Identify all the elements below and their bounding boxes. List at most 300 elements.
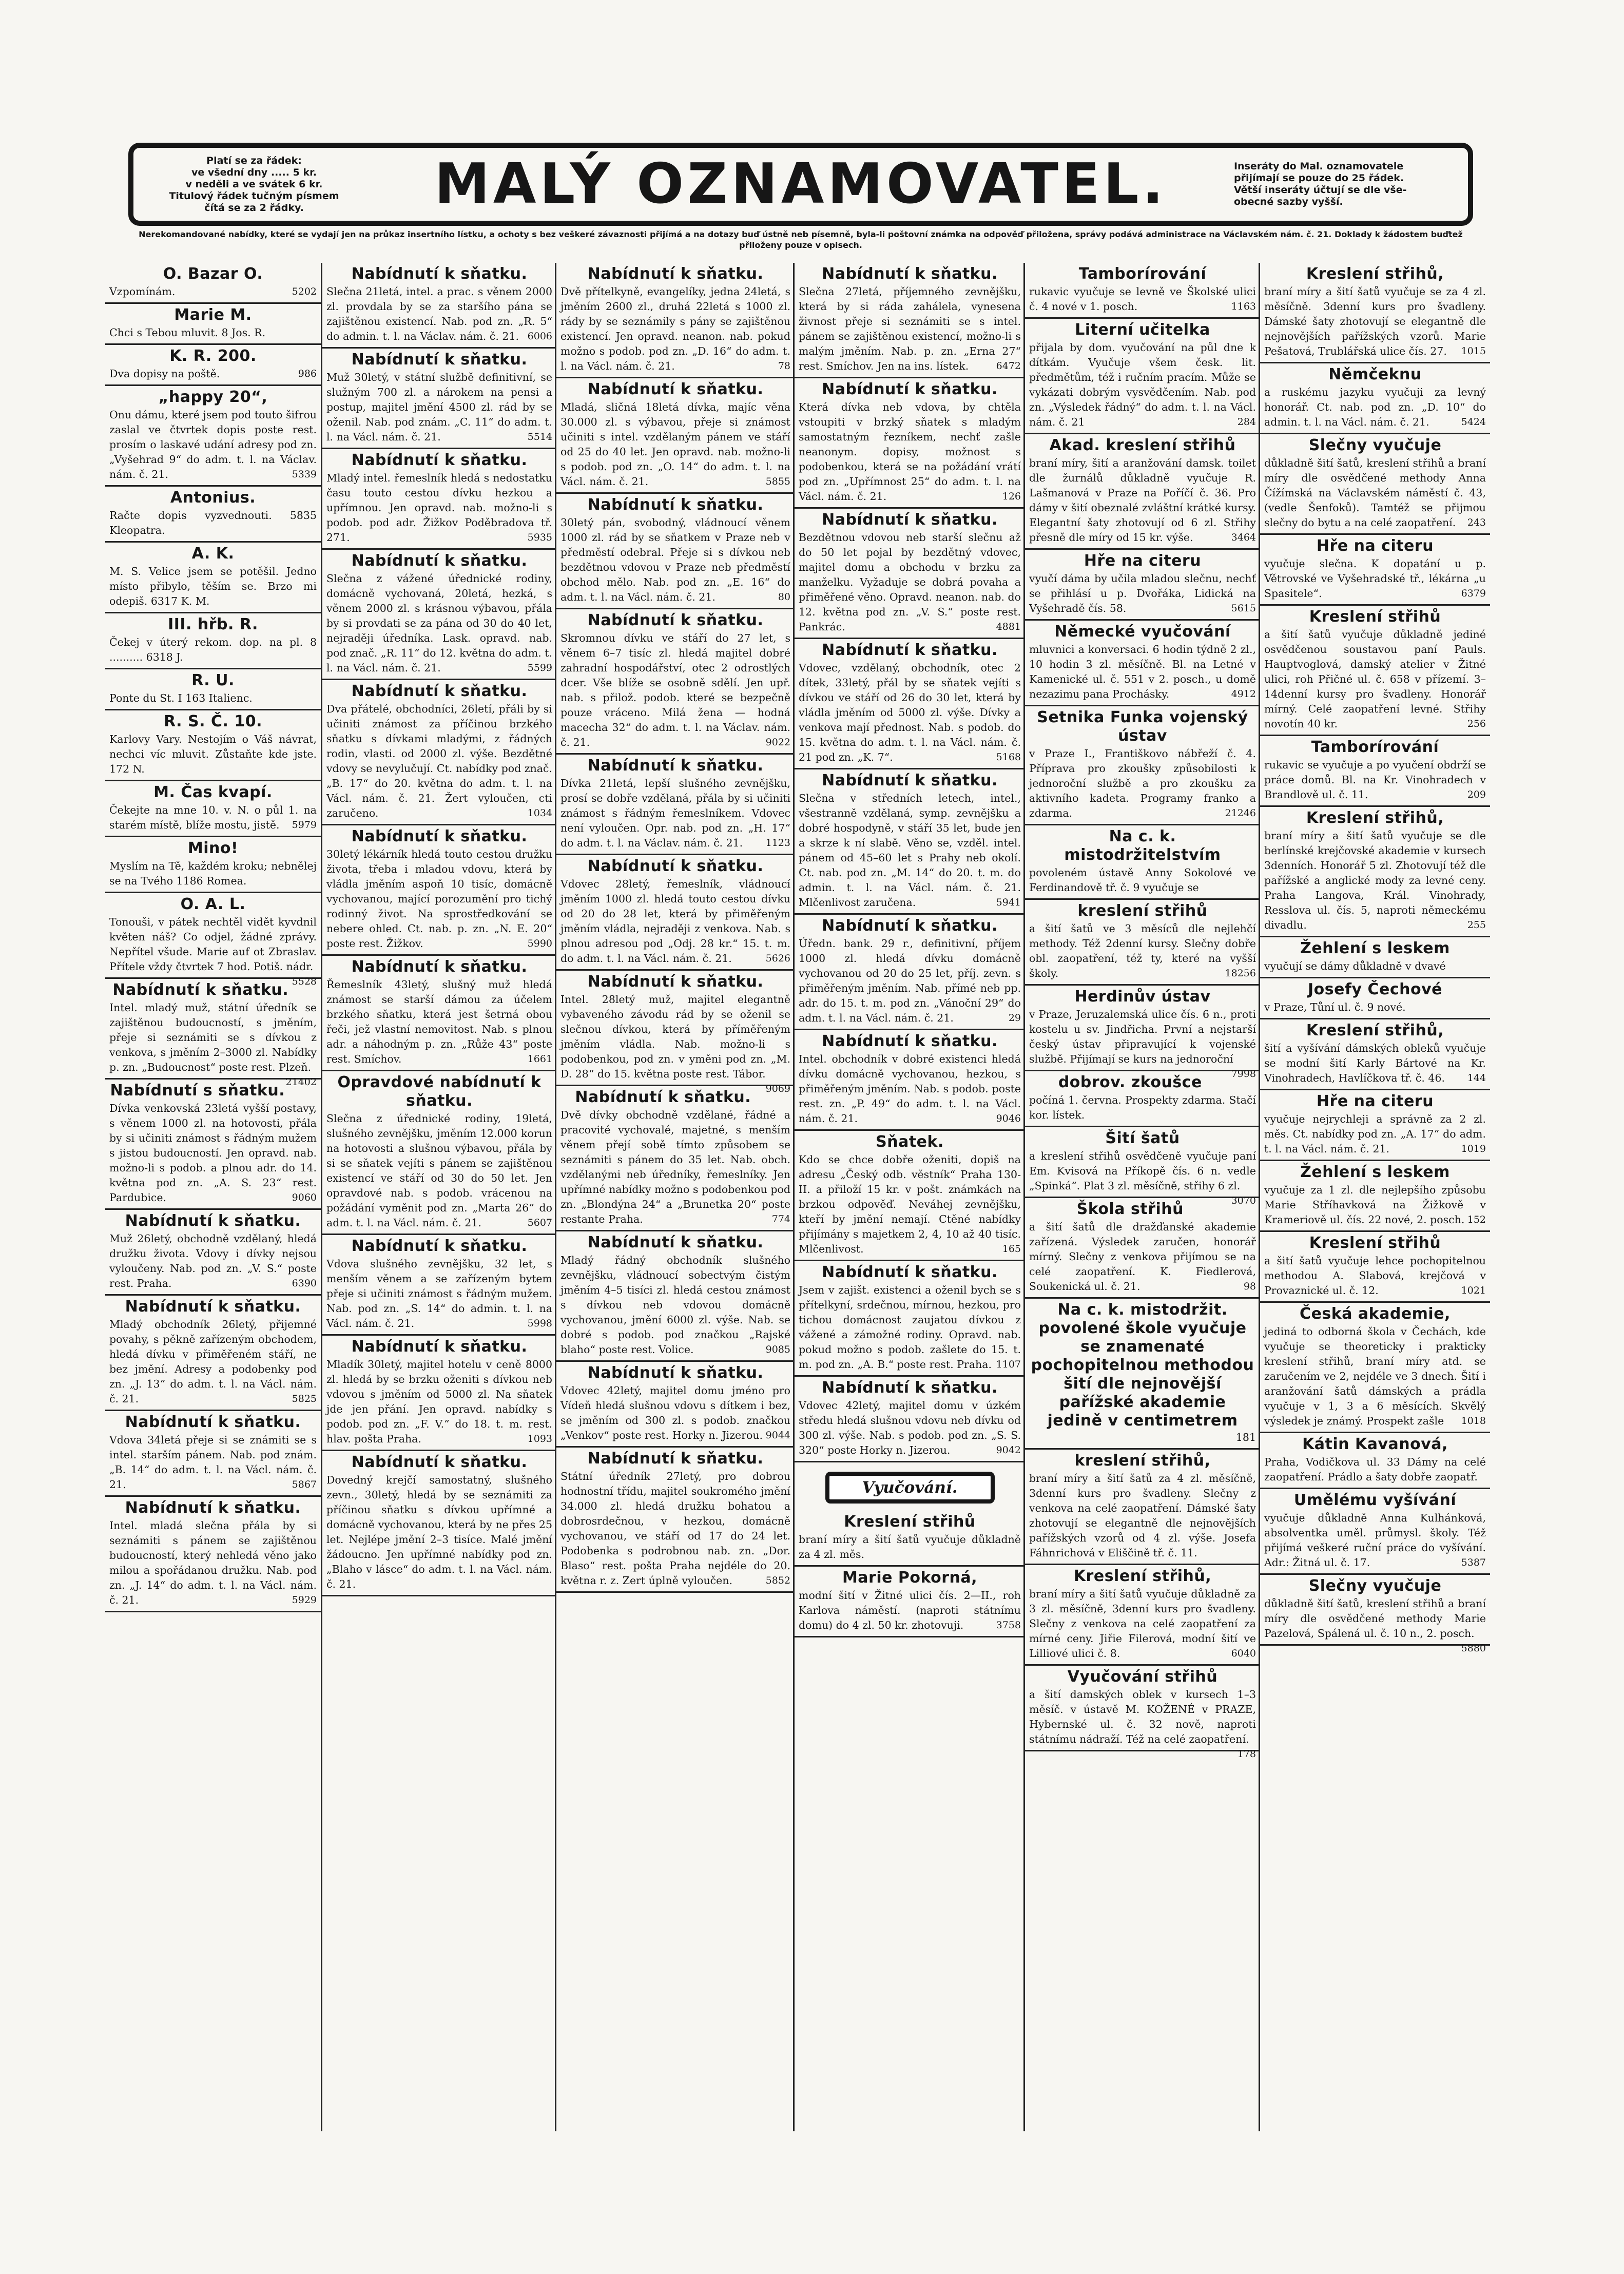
ad-number: 9060 xyxy=(292,1192,317,1203)
ad-heading: Nabídnutí k sňatku. xyxy=(822,917,998,935)
ad-heading: Nabídnutí k sňatku. xyxy=(125,1499,301,1517)
ad-text: Slečna v středních letech, intel., všestranně vzdělaná, symp. zevnějšku a dobré hospodyně, v stáří 35 let, bude jen a skrze k ní slabě. Věno se, vzděl. intel. pánem od 45–60 let s Prahy neb okolí. Ct. nab. pod zn. „M. 14“ do 20. t. m. do admin. t. l. na Václ. nám. č. 21. Mlčenlivost zaručena. xyxy=(799,792,1021,909)
ad-heading: O. Bazar O. xyxy=(163,265,263,283)
rates-line: Platí se za řádek: xyxy=(206,155,302,166)
ad-number: 3758 xyxy=(996,1620,1021,1631)
classified-ad xyxy=(1260,1303,1490,1433)
ad-heading: Nabídnutí k sňatku. xyxy=(351,827,528,845)
ad-body xyxy=(799,1532,1021,1562)
ad-body xyxy=(1264,1041,1486,1086)
ad-number: 5607 xyxy=(527,1217,552,1228)
ad-body xyxy=(560,400,790,489)
ad-text: Tonouši, v pátek nechtěl vidět kyvdnil květen náš? Co odjel, žádné zprávy. Nepřítel všude. Marie auf ot Zbraslav. Přítele vždy čtvrtek 7 hod. Potiš. nádr. xyxy=(109,916,317,973)
ad-heading: Nabídnutí k sňatku. xyxy=(351,265,528,283)
ad-number: 5168 xyxy=(996,751,1021,763)
ad-number: 9085 xyxy=(765,1344,790,1355)
ad-text: braní míry a šití šatů za 4 zl. měsíčně, 3denní kurs pro švadleny. Slečny z venkova na celé zaopatření. Dámské šaty zhotovují se elegantně dle nejnovějších pařížských vzorů od 4 zl. výše. Josefa Fáhnrichová v Eliščině tř. č. 11. xyxy=(1029,1472,1256,1559)
ad-heading: Na c. k. mistodržit. povolené škole vyučuje se znamenaté pochopitelnou methodou šití dle nejnovější pařížské akademie jedině v centimetrem xyxy=(1031,1301,1254,1430)
classified-ad xyxy=(1025,1565,1260,1666)
ad-body xyxy=(326,1357,552,1447)
classified-ad xyxy=(322,1336,556,1451)
ad-text: Vdovec, vzdělaný, obchodník, otec 2 dítek, 33letý, přál by se sňatek vejíti s dívkou ve stáří od 26 do 30 let, která by vládla jměním od 5000 zl. výše. Dívky a venkova mají přednost. Nab. s podob. do 15. května do adm. t. l. na Václ. nám. č. 21 pod zn. „K. 7“. xyxy=(799,662,1021,763)
ad-body xyxy=(799,661,1021,765)
ad-heading: Kreslení střihů xyxy=(1309,1234,1441,1252)
ad-text: Čekej v úterý rekom. dop. na pl. 8 .......... 6318 J. xyxy=(109,636,317,663)
ad-number: 1123 xyxy=(765,837,790,849)
classified-ad xyxy=(105,837,321,893)
ad-body xyxy=(799,791,1021,910)
ad-number: 4912 xyxy=(1231,688,1256,700)
ad-body xyxy=(799,1152,1021,1257)
ad-text: rukavic vyučuje se levně ve Školské ulici č. 4 nové v 1. posch. xyxy=(1029,285,1256,313)
ad-number: 1021 xyxy=(1461,1285,1486,1296)
classified-ad xyxy=(1025,1071,1260,1127)
ad-number: 18256 xyxy=(1225,968,1256,979)
ad-number: 80 xyxy=(778,591,790,603)
ad-heading: Slečny vyučuje xyxy=(1308,1577,1442,1595)
ad-heading: Umělému vyšívání xyxy=(1293,1491,1457,1509)
ad-heading: Nabídnutí k sňatku. xyxy=(125,1413,301,1431)
ad-body xyxy=(1029,1471,1256,1560)
ad-heading: kreslení střihů xyxy=(1077,902,1208,920)
classified-ad xyxy=(795,263,1025,378)
ad-body xyxy=(1264,1324,1486,1429)
ad-heading: Hře na citeru xyxy=(1316,1092,1434,1110)
ad-text: šití a vyšívání dámských obleků vyučuje se modní šití Karly Bártové na Kr. Vinohradech, Havlíčkova tř. č. 46. xyxy=(1264,1042,1486,1084)
ad-text: Vzpomínám. xyxy=(109,285,176,298)
ad-heading: Nabídnutí k sňatku. xyxy=(351,552,528,570)
classified-ad xyxy=(322,449,556,550)
ad-number: 1015 xyxy=(1461,345,1486,357)
ad-body xyxy=(1029,865,1256,895)
ad-heading: Nabídnutí k sňatku. xyxy=(351,1237,528,1255)
ad-text: povoleném ústavě Anny Sokolové ve Ferdinandově tř. č. 9 vyučuje se xyxy=(1029,866,1256,894)
ad-number: 5626 xyxy=(765,953,790,964)
ad-text: 30letý lékárník hledá touto cestou družku života, třeba i mladou vdovu, která by vládla jměním aspoň 10 tisíc, domácně vychovanou, mající porozumění pro tichý rodinný život. Na sprostředkování se nebere ohled. Ct. nab. p. zn. „N. E. 20“ poste rest. Žižkov. xyxy=(326,848,552,950)
ad-number: 9046 xyxy=(996,1113,1021,1124)
ad-body xyxy=(1264,456,1486,530)
ad-text: Státní úředník 27letý, pro dobrou hodnostní třídu, majitel soukromého jmění 34.000 zl. hledá družku bohatou a dobrosrdečnou, v hezkou, domácně vychovanou, ve stáří od 17 do 24 let. Podobenka s podrobnou nab. zn. „Dor. Blaso“ rest. pošta Praha nejdéle do 20. května r. z. Zert úplně vyloučen. xyxy=(560,1470,790,1587)
ad-heading: Nabídnutí s sňatku. xyxy=(110,1082,285,1100)
ad-heading: Škola střihů xyxy=(1076,1200,1184,1218)
ad-text: vyučuje za 1 zl. dle nejlepšího způsobu Marie Stříhavková na Žižkově v Krameriově ul. čís. 22 nové, 2. posch. xyxy=(1264,1184,1486,1226)
ad-text: Vdova slušného zevnějšku, 32 let, s menším věnem a se zařízeným bytem přeje si učiniti známost s řádným mužem. Nab. pod zn. „S. 14“ do admin. t. l. na Václ. nám. č. 21. xyxy=(326,1258,552,1329)
classified-ad xyxy=(1260,263,1490,363)
ad-text: důkladně šití šatů, kreslení střihů a braní míry dle osvědčené methody Anna Čížímská na Václavském náměstí č. 43, (vedle Šenfoků). Tamtéž se přijmou slečny do bytu a na celé zaopatření. xyxy=(1264,457,1486,529)
ad-body xyxy=(326,1111,552,1230)
ad-text: vyučují se dámy důkladně v dvavé xyxy=(1264,960,1446,972)
ad-number: 3070 xyxy=(1231,1195,1256,1206)
classified-ad xyxy=(1260,1232,1490,1303)
classified-ad xyxy=(1025,319,1260,434)
classified-ad xyxy=(105,781,321,837)
ad-text: vyučuje slečna. K dopatání u p. Větrovské ve Vyšehradské tř., lékárna „u Spasitele“. xyxy=(1264,557,1486,600)
classified-ad xyxy=(795,1030,1025,1131)
ad-body xyxy=(1264,1254,1486,1298)
ad-heading: Nabídnutí k sňatku. xyxy=(587,1450,764,1468)
ad-body xyxy=(1029,1149,1256,1206)
classified-ad xyxy=(105,1497,321,1612)
ad-number: 5990 xyxy=(527,938,552,949)
ad-heading: Nabídnutí k sňatku. xyxy=(351,451,528,469)
ad-text: Dívka venkovská 23letá vyšší postavy, s věnem 1000 zl. na hotovosti, přála by si učiniti známost s řádným mužem s jistou budoucností. Jen opravd. nab. možno-li s podob. a plnou adr. do 14. května pod zn. „A. S. 23“ rest. Pardubice. xyxy=(109,1102,317,1204)
ad-number: 98 xyxy=(1243,1281,1256,1292)
classified-ad xyxy=(556,971,795,1094)
ad-text: Slečna 27letá, příjemného zevnějšku, která by si ráda zahálela, vynesena živnost přeje si seznámiti se s intel. pánem se zajištěnou existencí, možno-li s malým jměním. Nab. p. zn. „Erna 27“ rest. Smíchov. Jen na ins. lístek. xyxy=(799,285,1021,372)
classified-ad xyxy=(105,1210,321,1296)
classified-ad xyxy=(556,1362,795,1448)
ad-heading: Nabídnutí k sňatku. xyxy=(587,611,764,629)
ad-text: 30letý pán, svobodný, vládnoucí věnem 1000 zl. rád by se sňatkem v Praze neb v předměstí odebral. Přeje si s dívkou neb bezdětnou vdovou v Praze neb předměstí obchod mělo. Nab. pod zn. „E. 16“ do adm. t. l. na Václ. nám. č. 21. xyxy=(560,516,790,603)
ad-body xyxy=(1264,284,1486,359)
ad-number: 21246 xyxy=(1225,807,1256,819)
ad-heading: Nabídnutí k sňatku. xyxy=(351,1338,528,1356)
ad-heading: Nabídnutí k sňatku. xyxy=(822,1379,998,1397)
ad-text: a šití šatů vyučuje lehce pochopitelnou methodou A. Slabová, krejčová v Provaznické ul. č. 12. xyxy=(1264,1255,1486,1297)
ad-text: a šití šatů dle dražďanské akademie zařízená. Výsledek zaručen, honorář mírný. Slečny z venkova přijímou se na celé zaopatření. K. Fiedlerová, Soukenická ul. č. 21. xyxy=(1029,1221,1256,1293)
classified-ad xyxy=(322,349,556,449)
ad-number: 7998 xyxy=(1231,1068,1256,1080)
ad-text: Úředn. bank. 29 r., definitivní, příjem 1000 zl. hledá dívku domácně vychovanou od 20 do 25 let, příj. zevn. s přiměřeným jměním. Nab. přímé neb pp. adr. do 15. t. m. pod zn. „Vánoční 29“ do adm. t. l. na Václ. nám. č. 21. xyxy=(799,937,1021,1024)
ad-heading: Nabídnutí k sňatku. xyxy=(351,958,528,976)
ad-text: a šití šatů vyučuje důkladně jediné osvědčenou soustavou paní Pauls. Hauptvoglová, damský atelier v Žitné ulici, roh Přičné ul. č. 658 v přízemí. 3–14denní kursy pro švadleny. Honorář mírný. Celé zaopatření levné. Střihy novotín 40 kr. xyxy=(1264,628,1486,730)
ad-body xyxy=(1029,1007,1256,1080)
ad-body xyxy=(799,530,1021,634)
classified-ad xyxy=(795,1261,1025,1377)
ad-body xyxy=(1264,385,1486,430)
ad-text: Bezdětnou vdovou neb starší slečnu až do 50 let pojal by bezdětný vdovec, majitel domu a obchodu v brzku za manželku. Vyžaduje se dobrá povaha a přiměřené věno. Opravd. neanon. nab. do 12. května pod zn. „V. S.“ poste rest. Pankrác. xyxy=(799,531,1021,633)
classified-ad xyxy=(105,345,321,386)
ad-body xyxy=(1029,456,1256,545)
ad-text: Vdovec 42letý, majitel domu jméno pro Vídeň hledá slušnou vdovu s dítkem i bez, se jměním od 300 zl. s podob. značkou „Venkov“ poste rest. Horky n. Jizerou. xyxy=(560,1384,790,1441)
ad-heading: Nabídnutí k sňatku. xyxy=(587,757,764,775)
ad-text: Dvě přítelkyně, evangelíky, jedna 24letá, s jměním 2600 zl., druhá 22letá s 1000 zl. rády by se seznámily s pány se zajištěnou existencí. Jen opravd. neanon. nab. pokud možno s podob. pod zn. „D. 16“ do adm. t. l. na Václ. nám. č. 21. xyxy=(560,285,790,372)
ad-text: braní míry a šití šatů vyučuje důkladně za 4 zl. měs. xyxy=(799,1533,1021,1560)
ad-number: 9042 xyxy=(996,1444,1021,1456)
classified-ad xyxy=(105,613,321,669)
ad-text: Dva dopisy na poště. xyxy=(109,368,220,380)
ad-body xyxy=(799,400,1021,504)
ad-body xyxy=(1029,284,1256,314)
ad-heading: Marie M. xyxy=(174,306,252,324)
ad-heading: Nabídnutí k sňatku. xyxy=(822,265,998,283)
ad-body xyxy=(326,1473,552,1592)
terms-box xyxy=(1227,161,1468,208)
ad-body xyxy=(1029,340,1256,430)
ad-text: důkladně šití šatů, kreslení střihů a braní míry dle osvědčené methody Marie Pazelová, Spálená ul. č. 10 n., 2. posch. xyxy=(1264,1597,1486,1640)
ad-body xyxy=(109,325,317,340)
classified-ad xyxy=(556,1231,795,1362)
classified-ad xyxy=(1025,1450,1260,1565)
classified-ad xyxy=(105,893,321,987)
ad-number: 1107 xyxy=(996,1359,1021,1370)
classified-ad xyxy=(105,487,321,543)
ad-number: 5880 xyxy=(1461,1643,1486,1654)
ad-number: 5998 xyxy=(527,1318,552,1329)
ad-number: 1093 xyxy=(527,1433,552,1444)
ad-heading: Nabídnutí k sňatku. xyxy=(587,1234,764,1251)
ad-text: vyučuje nejrychleji a správně za 2 zl. měs. Ct. nabídky pod zn. „A. 17“ do adm. t. l. na Václ. nám. č. 21. xyxy=(1264,1113,1486,1155)
classified-ad xyxy=(1025,1299,1260,1450)
ad-text: Karlovy Vary. Nestojím o Váš návrat, nechci víc mluvit. Zůstaňte kde jste. 172 N. xyxy=(109,733,317,775)
classified-ad xyxy=(1260,736,1490,807)
ad-body xyxy=(326,977,552,1067)
ad-body xyxy=(799,936,1021,1026)
ad-heading: Nabídnutí k sňatku. xyxy=(587,265,764,283)
ad-text: Která dívka neb vdova, by chtěla vstoupiti v brzký sňatek s mladým samostatným řezníkem, nechť zašle neanonym. dopisy, možnost s podobenkou, která se na požádání vrátí pod zn. „Upřímnost 25“ do adm. t. l. na Václ. nám. č. 21. xyxy=(799,401,1021,503)
classified-ad xyxy=(105,386,321,487)
ad-heading: Nabídnutí k sňatku. xyxy=(125,1298,301,1316)
ad-text: jediná to odborná škola v Čechách, kde vyučuje se theoreticky i prakticky kreslení střihů, braní míry atd. se zaručením ve 2, nejdéle ve 3 dnech. Šití i aranžování šatů dámských a prádla vyučuje v 1, 3 a 6 měsících. Skvělý výsledek je známý. Prospekt zašle xyxy=(1264,1325,1486,1427)
ad-heading: Kreslení střihů, xyxy=(1306,265,1444,283)
masthead xyxy=(128,143,1473,226)
classified-ad xyxy=(1260,434,1490,535)
classified-ad xyxy=(1260,535,1490,606)
ad-text: Intel. mladá slečna přála by si seznámiti s pánem se zajištěnou budoucností, který nehledá věno jako milou a spořádanou družku. Nab. pod zn. „J. 14“ do adm. t. l. na Václ. nám. č. 21. xyxy=(109,1519,317,1606)
ad-heading: Žehlení s leskem xyxy=(1300,939,1450,957)
ad-heading: M. Čas kvapí. xyxy=(153,783,273,801)
classified-ad xyxy=(795,1567,1025,1637)
classified-ad xyxy=(556,609,795,755)
ad-number: 126 xyxy=(1002,491,1021,502)
ad-body xyxy=(326,284,552,344)
ad-text: Mladá, sličná 18letá dívka, majíc věna 30.000 zl. s výbavou, přeje si známost učiniti s intel. vzdělaným pánem ve stáří od 25 do 40 let. Jen opravd. nab. možno-li s podob. pod zn. „O. 14“ do adm. t. l. na Václ. nám. č. 21. xyxy=(560,401,790,488)
ad-heading: Opravdové nabídnutí k sňatku. xyxy=(337,1073,542,1110)
classified-ad xyxy=(322,550,556,680)
ad-text: Muž 30letý, v státní službě definitivní, se služným 700 zl. a nárokem na pensi a postup, majitel jmění 4500 zl. rád by se oženil. Nab. pod znám. „C. 11“ do adm. t. l. na Václ. nám. č. 21. xyxy=(326,371,552,443)
classified-ad xyxy=(322,680,556,825)
ad-heading: Akad. kreslení střihů xyxy=(1049,436,1236,454)
ad-number: 3464 xyxy=(1231,532,1256,543)
ad-body xyxy=(1029,746,1256,821)
ad-number: 1163 xyxy=(1231,301,1256,312)
ad-heading: Kreslení střihů, xyxy=(1073,1567,1212,1585)
ad-text: Vdovec 42letý, majitel domu v úzkém středu hledá slušnou vdovu neb dívku od 300 zl. výše. Nab. s podob. pod zn. „S. S. 320“ poste Horky n. Jizerou. xyxy=(799,1399,1021,1456)
ad-body xyxy=(109,859,317,889)
ad-text: Mladík 30letý, majitel hotelu v ceně 8000 zl. hledá by se brzku oženiti s dívkou neb vdovou s jměním od 5000 zl. Na sňatek jde jen přání. Jen opravd. nabídky s podob. pod zn. „F. V.“ do 18. t. m. rest. hlav. pošta Praha. xyxy=(326,1358,552,1445)
ad-heading: Kreslení střihů xyxy=(844,1513,976,1531)
ad-heading: Nabídnutí k sňatku. xyxy=(822,1032,998,1050)
classified-ad xyxy=(1260,363,1490,434)
ad-heading: A. K. xyxy=(191,545,235,563)
classified-ad xyxy=(105,1080,321,1210)
ad-text: mluvnici a konversaci. 6 hodin týdně 2 zl., 10 hodin 3 zl. měsíčně. Bl. na Letné v Kamenické ul. č. 551 v 2. posch., u domě nezazimu pana Prochásky. xyxy=(1029,643,1256,700)
ad-text: Čekejte na mne 10. v. N. o půl 1. na starém místě, blíže mostu, jistě. xyxy=(109,804,317,831)
ad-text: Dvě dívky obchodně vzdělané, řádné a pracovité vychovalé, majetné, s menším věnem přejí sobě tímto způsobem se seznámiti s pánem do 35 let. Nab. obch. vzdělanými neb úředníky, řemeslníky. Jen upřímné nabídky možno s podobenkou pod zn. „Blondýna 24“ a „Brunetka 20“ poste restante Praha. xyxy=(560,1109,790,1225)
ad-text: Dívka 21letá, lepší slušného zevnějšku, prosí se dobře vzdělaná, přála by si učiniti známost s řádným řemeslníkem. Vdovec není vyloučen. Opr. nab. pod zn. „H. 17“ do adm. t. l. na Václav. nám. č. 21. xyxy=(560,777,790,849)
ad-body xyxy=(1264,627,1486,731)
classified-ad xyxy=(795,915,1025,1030)
ad-heading: Kátin Kavanová, xyxy=(1302,1435,1448,1453)
classified-ad xyxy=(1025,825,1260,900)
ad-body xyxy=(560,1253,790,1357)
ad-body xyxy=(1264,1000,1486,1015)
ad-body xyxy=(1029,1587,1256,1661)
classified-ad xyxy=(1025,434,1260,550)
ad-heading: Tamborírování xyxy=(1078,265,1207,283)
ad-heading: Kreslení střihů, xyxy=(1306,809,1444,827)
classified-ad xyxy=(556,1086,795,1231)
ad-body xyxy=(1264,1511,1486,1570)
ad-body xyxy=(109,1518,317,1608)
ad-text: Mladý intel. řemeslník hledá s nedostatku času touto cestou dívku hezkou a upřímnou. Jen opravd. nab. možno-li s podob. pod adr. Žižkov Poděbradova tř. 271. xyxy=(326,472,552,544)
ad-number: 5852 xyxy=(765,1575,790,1586)
ad-number: 284 xyxy=(1237,416,1256,428)
terms-line: Větší inseráty účtují se dle vše- xyxy=(1233,184,1407,196)
ad-heading: Nabídnutí k sňatku. xyxy=(587,1364,764,1382)
ad-text: Řemeslník 43letý, slušný muž hledá známost se starší dámou za účelem brzkého sňatku, která jest šetrná obou řeči, jež vlastní nemovitost. Nab. s plnou adr. a náhodným p. zn. „Růže 43“ poste rest. Smíchov. xyxy=(326,978,552,1065)
ad-text: v Praze, Tůní ul. č. 9 nové. xyxy=(1264,1001,1406,1013)
ad-number: 5424 xyxy=(1461,416,1486,428)
ad-body xyxy=(326,847,552,951)
ad-body xyxy=(1264,828,1486,933)
ad-number: 6006 xyxy=(527,331,552,342)
ad-body xyxy=(109,1317,317,1406)
classified-ad xyxy=(556,1448,795,1593)
ad-text: Mladý řádný obchodník slušného zevnějšku, vládnoucí sobectvým čistým jměním 4–5 tisíci zl. hledá cestou známost s dívkou neb vdovou domácně vychovanou, jmění 6000 zl. výše. Nab. se dobré s podob. pod značkou „Rajské blaho“ poste rest. Volice. xyxy=(560,1254,790,1356)
classified-ad xyxy=(1025,706,1260,825)
ad-body xyxy=(560,1469,790,1588)
ad-number: 5825 xyxy=(292,1393,317,1404)
ad-heading: Nabídnutí k sňatku. xyxy=(822,772,998,789)
ad-text: a šití šatů ve 3 měsíců dle nejlehčí methody. Též 2denní kursy. Slečny dobře obl. zaopatření, též ty, které na vyšší školy. xyxy=(1029,922,1256,979)
ad-heading: Tamborírování xyxy=(1311,738,1439,756)
ad-number: 256 xyxy=(1467,718,1486,729)
classified-ad xyxy=(1025,550,1260,621)
ad-text: a kreslení střihů osvědčeně vyučuje paní Em. Kvisová na Příkopě čís. 6 n. vedle „Spinká“. Plat 3 zl. měsíčně, střihy 6 zl. xyxy=(1029,1150,1256,1192)
classified-ad xyxy=(105,1296,321,1411)
ad-body xyxy=(799,1588,1021,1633)
classified-ad xyxy=(1025,900,1260,986)
classified-ad xyxy=(556,494,795,609)
ad-text: braní míry, šití a aranžování damsk. toilet dle žurnálů důkladně vyučuje R. Lašmanová v Praze na Poříčí č. 36. Pro dámy v šití obeznalé zvláštní krátké kursy. Elegantní šaty zhotovují od 6 zl. Střihy přesně dle míry od 15 kr. výše. xyxy=(1029,457,1256,544)
ad-body xyxy=(1264,1596,1486,1654)
ad-body xyxy=(1264,1183,1486,1227)
ad-heading: Nabídnutí k sňatku. xyxy=(125,1212,301,1230)
ad-text: Intel. obchodník v dobré existenci hledá dívku domácně vychovanou, hezkou, s přiměřeným jměním. Nab. s podob. poste rest. zn. „P. 49“ do adm. t. l. na Václ. nám. č. 21. xyxy=(799,1053,1021,1125)
ad-body xyxy=(109,803,317,833)
ad-body xyxy=(1264,959,1486,974)
ad-heading: Česká akademie, xyxy=(1300,1305,1451,1323)
ad-heading: Nabídnutí k sňatku. xyxy=(351,1453,528,1471)
classified-ad xyxy=(322,1451,556,1596)
classified-ad xyxy=(1025,1666,1260,1760)
classified-ad xyxy=(795,769,1025,915)
ad-heading: Nabídnutí k sňatku. xyxy=(822,380,998,398)
ad-body xyxy=(326,1257,552,1331)
classified-ad xyxy=(1260,937,1490,978)
ad-body xyxy=(1029,921,1256,981)
ad-body xyxy=(109,1433,317,1492)
ad-body xyxy=(109,408,317,482)
ad-body xyxy=(1264,758,1486,802)
ad-number: 6390 xyxy=(292,1278,317,1289)
classified-ad xyxy=(795,1511,1025,1567)
ad-number: 152 xyxy=(1467,1214,1486,1225)
ad-number: 5979 xyxy=(292,819,317,831)
ad-number: 5599 xyxy=(527,662,552,673)
ad-heading: Mino! xyxy=(187,839,239,857)
ad-text: braní míry a šití šatů vyučuje důkladně za 3 zl. měsíčně, 3denní kurs pro švadleny. Slečny z venkova na celé zaopatření za mírné ceny. Jiřie Filerová, modní šití ve Lilliové ulici č. 8. xyxy=(1029,1588,1256,1660)
ad-number: 29 xyxy=(1008,1012,1021,1024)
ad-text: Vdova 34letá přeje si se známiti se s intel. starším pánem. Nab. pod znám. „B. 14“ do adm. t. l. na Václ. nám. č. 21. xyxy=(109,1434,317,1491)
ad-number: 181 xyxy=(1235,1431,1256,1443)
page-title: MALÝ OZNAMOVATEL. xyxy=(434,152,1167,216)
classified-ad xyxy=(105,979,321,1088)
ad-text: a ruskému jazyku vyučuji za levný honorář. Ct. nab. pod zn. „D. 10“ do admin. t. l. na Václ. nám. č. 21. xyxy=(1264,386,1486,428)
ad-heading: Nabídnutí k sňatku. xyxy=(587,857,764,875)
ad-number: 178 xyxy=(1237,1748,1256,1760)
ad-heading: Němčeknu xyxy=(1328,365,1422,383)
ad-number: 144 xyxy=(1467,1072,1486,1084)
ad-text: Vdovec 28letý, řemeslník, vládnoucí jměním 1000 zl. hledá touto cestou dívku od 20 do 28 let, která by přiměřeným jměním vládla, nejraději z venkova. Nab. s plnou adresou pod „Odj. 28 kr.“ 15. t. m. do adm. t. l. na Václ. nám. č. 21. xyxy=(560,878,790,965)
column-1 xyxy=(105,263,321,2131)
ad-number: 1661 xyxy=(527,1053,552,1065)
ad-text: Muž 26letý, obchodně vzdělaný, hledá družku života. Vdovy i dívky nejsou vyloučeny. Nab. pod zn. „V. S.“ poste rest. Praha. xyxy=(109,1232,317,1289)
ad-text: Kdo se chce dobře oženiti, dopiš na adresu „Český odb. věstník“ Praha 130-II. a přiloží 15 kr. v pošt. známkách na brzkou odpověď. Neváhej zevnějšku, kteří by jmění nemají. Ctěné nabídky přijímány s majetkem 2, 4, 10 až 40 tisíc. Mlčenlivost. xyxy=(799,1153,1021,1255)
ad-number: 1019 xyxy=(1461,1143,1486,1154)
ad-number: 209 xyxy=(1467,789,1486,800)
ad-heading: Šití šatů xyxy=(1105,1129,1180,1147)
ad-heading: Kreslení střihů xyxy=(1309,608,1441,626)
ad-body xyxy=(1264,1112,1486,1157)
column-6 xyxy=(1259,263,1490,2131)
ad-body xyxy=(1264,556,1486,601)
ad-body xyxy=(109,284,317,299)
ad-number: 986 xyxy=(298,368,317,379)
ad-text: v Praze I., Františkovo nábřeží č. 4. Příprava pro zkoušky způsobilosti k jednoroční službě a pro zkoušku za aktivního kadeta. Programy franko a zdarma. xyxy=(1029,747,1256,819)
ad-body xyxy=(799,1052,1021,1126)
column-2 xyxy=(321,263,556,2131)
classified-ad xyxy=(556,755,795,855)
ad-heading: Kreslení střihů, xyxy=(1306,1022,1444,1039)
ad-heading: „happy 20“, xyxy=(158,388,268,406)
ad-body xyxy=(799,1398,1021,1458)
ad-text: počíná 1. června. Prospekty zdarma. Stačí kor. lístek. xyxy=(1029,1094,1256,1121)
ad-text: Račte dopis vyzvednouti. 5835 Kleopatra. xyxy=(109,509,317,536)
ad-body xyxy=(109,915,317,987)
classified-ad xyxy=(1260,1433,1490,1489)
ad-body xyxy=(109,564,317,609)
ad-body xyxy=(560,284,790,374)
ad-text: Jsem v zajišt. existenci a oženil bych se s přítelkyní, srdečnou, mírnou, hezkou, pro tichou domácnost zaujatou dívkou z vážené a zámožné rodiny. Opravd. nab. pokud možno s podob. zašlete do 15. t. m. pod zn. „A. B.“ poste rest. Praha. xyxy=(799,1284,1021,1371)
ad-heading: Nabídnutí k sňatku. xyxy=(587,973,764,991)
ad-number: 1018 xyxy=(1461,1415,1486,1427)
ad-heading: K. R. 200. xyxy=(169,347,257,365)
ad-number: 6472 xyxy=(996,360,1021,372)
classified-ad xyxy=(795,378,1025,509)
ad-body xyxy=(109,1101,317,1205)
classified-ad xyxy=(1025,1198,1260,1299)
terms-line: obecné sazby vyšší. xyxy=(1233,196,1343,207)
ad-text: Onu dámu, které jsem pod touto šifrou zaslal ve čtvrtek dopis poste rest. prosím o laskavé udání adresy pod zn. „Vyšehrad 9“ do adm. t. l. na Václav. nám. č. 21. xyxy=(109,409,317,480)
ad-heading: Nabídnutí k sňatku. xyxy=(351,682,528,700)
classified-ad xyxy=(105,543,321,613)
ad-text: braní míry a šití šatů vyučuje se za 4 zl. měsíčně. 3denní kurs pro švadleny. Dámské šaty zhotovují se elegantně dle nejnovějších pařížských vzorů. Marie Pešatová, Trublářská ulice čís. 27. xyxy=(1264,285,1486,357)
ad-heading: Na c. k. mistodržitelstvím xyxy=(1064,827,1221,864)
terms-line: přijímají se pouze do 25 řádek. xyxy=(1233,172,1404,184)
ad-body xyxy=(1029,571,1256,616)
ad-heading: dobrov. zkoušce xyxy=(1058,1073,1202,1091)
ad-body xyxy=(560,776,790,851)
classified-ad xyxy=(1025,986,1260,1080)
ad-body xyxy=(109,732,317,777)
ad-heading: Herdinův ústav xyxy=(1074,988,1211,1006)
ad-number: 5855 xyxy=(765,476,790,487)
ad-number: 6040 xyxy=(1231,1648,1256,1659)
ad-body xyxy=(1029,642,1256,702)
column-3 xyxy=(555,263,795,2131)
